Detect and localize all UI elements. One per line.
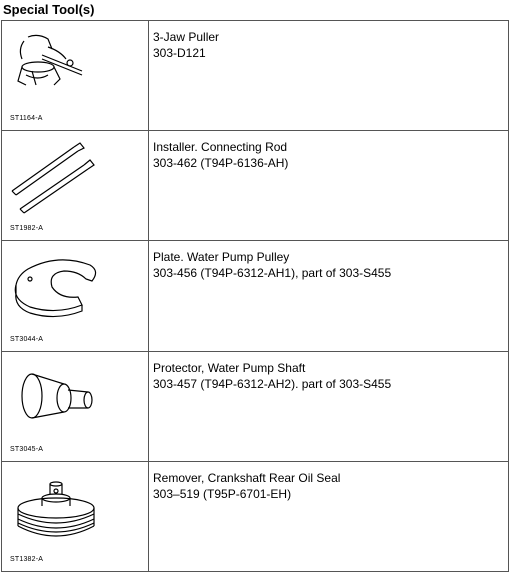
tool-image-cell bbox=[2, 131, 149, 241]
tool-name: Remover, Crankshaft Rear Oil Seal bbox=[153, 470, 341, 485]
tool-number: 303–519 (T95P-6701-EH) bbox=[153, 486, 292, 501]
water-pump-shaft-protector-icon bbox=[8, 360, 108, 440]
tool-image-cell bbox=[2, 351, 149, 461]
tool-number: 303-D121 bbox=[153, 46, 206, 60]
tool-image-code: ST3045-A bbox=[10, 445, 44, 453]
table-row bbox=[2, 131, 509, 241]
tool-number: 303-457 (T94P-6312-AH2). part of 303-S455 bbox=[153, 376, 392, 391]
tool-number: 303-456 (T94P-6312-AH1), part of 303-S455 bbox=[153, 266, 392, 281]
tool-name: 3-Jaw Puller bbox=[153, 30, 220, 44]
table-row bbox=[2, 241, 509, 351]
tool-image-code: ST3044-A bbox=[10, 335, 44, 343]
tool-image-code: ST1164-A bbox=[10, 115, 43, 123]
tool-image-code: ST1982-A bbox=[10, 225, 44, 233]
table-row bbox=[2, 351, 509, 461]
tool-name: Protector, Water Pump Shaft bbox=[153, 360, 306, 375]
tool-name: Plate. Water Pump Pulley bbox=[153, 250, 290, 265]
3-jaw-puller-icon bbox=[8, 29, 88, 109]
tool-description-cell bbox=[149, 461, 509, 571]
oil-seal-remover-icon bbox=[8, 470, 108, 550]
tool-description-cell bbox=[149, 131, 509, 241]
tool-description-cell bbox=[149, 241, 509, 351]
tool-number: 303-462 (T94P-6136-AH) bbox=[153, 156, 289, 171]
page-title: Special Tool(s) bbox=[3, 2, 95, 17]
water-pump-pulley-plate-icon bbox=[8, 249, 108, 329]
tool-image-cell bbox=[2, 461, 149, 571]
connecting-rod-installer-icon bbox=[8, 139, 98, 219]
tool-name: Installer. Connecting Rod bbox=[153, 140, 288, 155]
table-row bbox=[2, 461, 509, 571]
special-tools-table bbox=[1, 20, 509, 572]
tool-description-cell bbox=[149, 21, 509, 131]
tool-image-cell bbox=[2, 241, 149, 351]
tool-description-cell bbox=[149, 351, 509, 461]
tool-image-code: ST1382-A bbox=[10, 556, 44, 563]
tool-image-cell bbox=[2, 21, 149, 131]
table-row bbox=[2, 21, 509, 131]
